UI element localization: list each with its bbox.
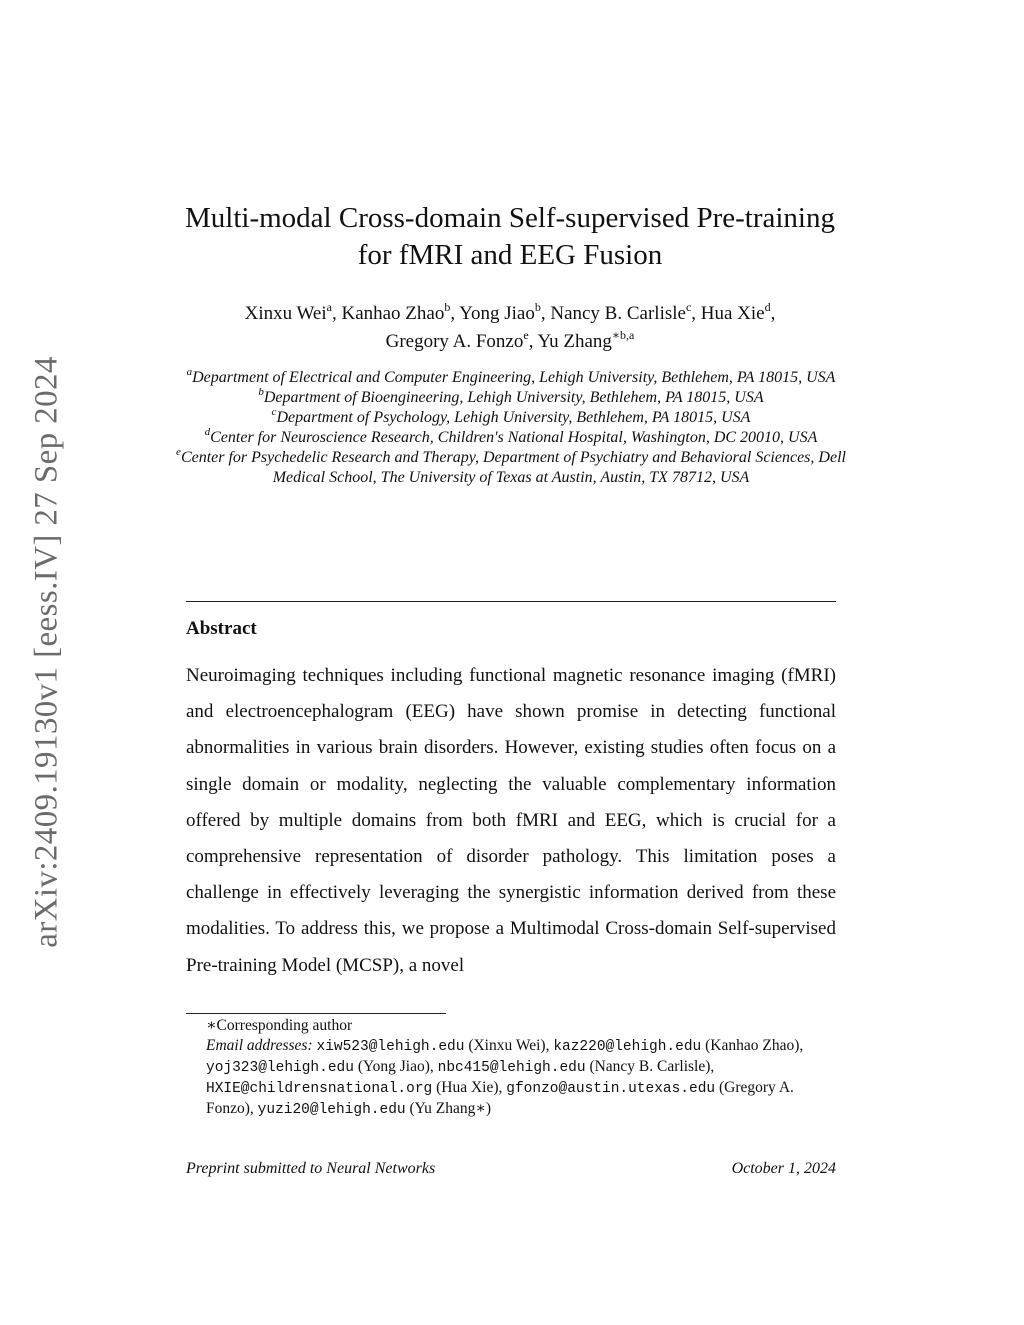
email-entry: yuzi20@lehigh.edu (Yu Zhang∗) xyxy=(257,1100,492,1118)
author: Kanhao Zhao$^b$, xyxy=(341,299,460,324)
affiliation: $^e$Center for Psychedelic Research and Therapy, Department of Psychiatry and Behavioral Sciences, Dell Medical School, The University of Texas at Austin, Austin, TX 78712, USA xyxy=(176,445,846,486)
abstract-text: Neuroimaging techniques including functional magnetic resonance imaging (fMRI) and electroencephalogram (EEG) have shown promise in detecting functional abnormalities in various brain disorders. However, existing studies often focus on a single domain or modality, neglecting the valuable complementary information offered by multiple domains from both fMRI and EEG, which is crucial for a comprehensive representation of disorder pathology. This limitation poses a challenge in effectively leveraging the synergistic information derived from these modalities. To address this, we propose a Multimodal Cross-domain Self-supervised Pre-training Model (MCSP), a novel xyxy=(186,665,836,976)
email-entry: kaz220@lehigh.edu (Kanhao Zhao), xyxy=(553,1037,804,1055)
footnote-divider xyxy=(186,1013,446,1014)
arxiv-id: arXiv:2409.19130v1 [eess.IV] 27 Sep 2024 xyxy=(28,356,65,948)
email-entry: HXIE@childrensnational.org (Hua Xie), xyxy=(206,1079,507,1097)
author: Xinxu Wei$^a$, xyxy=(244,299,342,324)
email-label: Email addresses: xyxy=(206,1037,313,1054)
email-entry: gfonzo@austin.utexas.edu (Gregory A. Fonzo), xyxy=(206,1079,794,1117)
email-addresses xyxy=(186,1036,836,1120)
affiliations xyxy=(150,365,872,488)
arxiv-sidebar-stamp xyxy=(22,350,72,955)
title-line-1: Multi-modal Cross-domain Self-supervised Pre-training xyxy=(185,202,835,234)
author: Yu Zhang$^{∗b,a}$ xyxy=(537,327,635,352)
abstract-divider xyxy=(186,601,836,602)
affiliation: $^b$Department of Bioengineering, Lehigh University, Bethlehem, PA 18015, USA xyxy=(258,385,764,406)
author: Gregory A. Fonzo$^e$, xyxy=(385,327,538,352)
author-list xyxy=(150,300,870,356)
email-entry: nbc415@lehigh.edu (Nancy B. Carlisle), xyxy=(437,1058,715,1076)
preprint-note: Preprint submitted to Neural Networks xyxy=(186,1160,436,1177)
affiliation: $^a$Department of Electrical and Computer Engineering, Lehigh University, Bethlehem, PA 18015, USA xyxy=(186,365,836,386)
paper-title xyxy=(150,200,870,274)
corresponding-author-note: ∗Corresponding author xyxy=(206,1017,353,1034)
footnotes xyxy=(186,1016,836,1120)
email-entry: xiw523@lehigh.edu (Xinxu Wei), xyxy=(316,1037,554,1055)
footer-date: October 1, 2024 xyxy=(731,1160,836,1177)
page-footer xyxy=(186,1160,836,1178)
affiliation: $^c$Department of Psychology, Lehigh University, Bethlehem, PA 18015, USA xyxy=(271,405,751,426)
affiliation: $^d$Center for Neuroscience Research, Children's National Hospital, Washington, DC 20010, USA xyxy=(204,425,818,446)
abstract-heading: Abstract xyxy=(186,618,257,639)
author: Hua Xie$^d$, xyxy=(700,299,776,324)
author: Nancy B. Carlisle$^c$, xyxy=(550,299,701,324)
title-line-2: for fMRI and EEG Fusion xyxy=(357,239,663,271)
author: Yong Jiao$^b$, xyxy=(459,299,551,324)
email-entry: yoj323@lehigh.edu (Yong Jiao), xyxy=(206,1058,438,1076)
